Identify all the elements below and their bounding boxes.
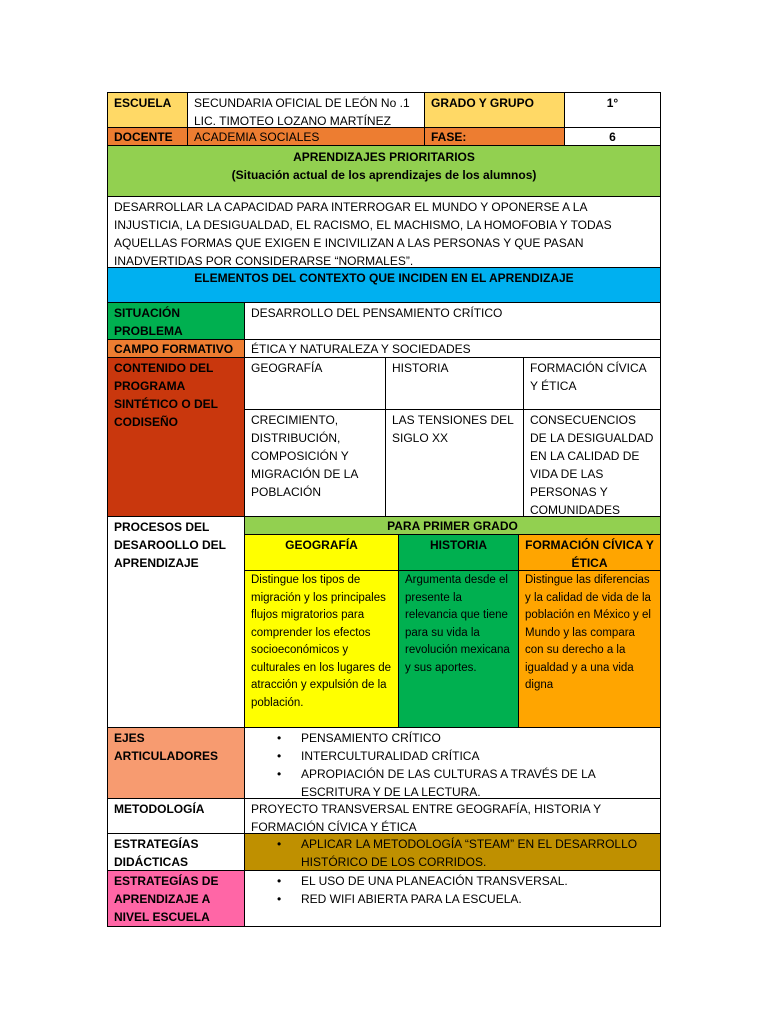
- docente-label: DOCENTE: [107, 127, 188, 146]
- aprendizajes-title: APRENDIZAJES PRIORITARIOS: [293, 150, 475, 164]
- escuela-label: ESCUELA: [107, 92, 188, 128]
- escuela-value: [187, 92, 425, 128]
- procesos-text-geografia: Distingue los tipos de migración y los principales flujos migratorios para comprender los efectos socioeconómicos y culturales en los lugares de atracción y expulsión de la población.: [244, 570, 399, 728]
- procesos-grade-header: PARA PRIMER GRADO: [244, 516, 661, 535]
- estrategias-escuela-list: [244, 870, 661, 927]
- ejes-item: • INTERCULTURALIDAD CRÍTICA: [301, 747, 654, 765]
- situacion-value: DESARROLLO DEL PENSAMIENTO CRÍTICO: [244, 302, 661, 340]
- contenido-subject-geografia: GEOGRAFÍA: [244, 357, 386, 410]
- procesos-text-historia: Argumenta desde el presente la relevancia que tiene para su vida la revolución mexicana y sus aportes.: [398, 570, 519, 728]
- fase-value: 6: [564, 127, 661, 146]
- ejes-list: [244, 727, 661, 799]
- aprendizajes-text: DESARROLLAR LA CAPACIDAD PARA INTERROGAR EL MUNDO Y OPONERSE A LA INJUSTICIA, LA DESIGUALDAD, EL RACISMO, EL MACHISMO, LA HOMOFOBIA Y TODAS AQUELLAS FORMAS QUE EXIGEN E INCIVILIZAN A LAS PERSONAS Y QUE PASAN INADVERTIDAS POR CONSIDERARSE “NORMALES”.: [107, 196, 661, 268]
- procesos-subject-historia: HISTORIA: [398, 534, 519, 571]
- procesos-text-civica: Distingue las diferencias y la calidad de vida de la población en México y el Mundo y las compara con su derecho a la igualdad y a una vida digna: [518, 570, 661, 728]
- campo-label: CAMPO FORMATIVO: [107, 339, 245, 358]
- estrategias-item: • APLICAR LA METODOLOGÍA “STEAM” EN EL DESARROLLO HISTÓRICO DE LOS CORRIDOS.: [301, 835, 654, 871]
- estrategias-escuela-item: • EL USO DE UNA PLANEACIÓN TRANSVERSAL.: [301, 872, 654, 890]
- escuela-line-1: SECUNDARIA OFICIAL DE LEÓN No .1: [194, 96, 410, 110]
- situacion-label: SITUACIÓN PROBLEMA: [107, 302, 245, 340]
- procesos-label: PROCESOS DEL DESAROOLLO DEL APRENDIZAJE: [107, 516, 245, 728]
- aprendizajes-header: [107, 145, 661, 197]
- grado-label: GRADO Y GRUPO: [424, 92, 565, 128]
- contenido-topic-geografia: CRECIMIENTO, DISTRIBUCIÓN, COMPOSICIÓN Y MIGRACIÓN DE LA POBLACIÓN: [244, 409, 386, 517]
- campo-value: ÉTICA Y NATURALEZA Y SOCIEDADES: [244, 339, 661, 358]
- contenido-subject-historia: HISTORIA: [385, 357, 524, 410]
- metodologia-label: METODOLOGÍA: [107, 798, 245, 834]
- estrategias-escuela-item: • RED WIFI ABIERTA PARA LA ESCUELA.: [301, 890, 654, 908]
- contenido-label: CONTENIDO DEL PROGRAMA SINTÉTICO O DEL CODISEÑO: [107, 357, 245, 517]
- ejes-item: • PENSAMIENTO CRÍTICO: [301, 729, 654, 747]
- ejes-label: EJES ARTICULADORES: [107, 727, 245, 799]
- docente-value: ACADEMIA SOCIALES: [187, 127, 425, 146]
- ejes-item: • APROPIACIÓN DE LAS CULTURAS A TRAVÉS DE LA ESCRITURA Y DE LA LECTURA.: [301, 765, 654, 799]
- procesos-subject-civica: FORMACIÓN CÍVICA Y ÉTICA: [518, 534, 661, 571]
- aprendizajes-subtitle: (Situación actual de los aprendizajes de los alumnos): [231, 168, 537, 182]
- grado-value: 1°: [564, 92, 661, 128]
- estrategias-escuela-label: ESTRATEGÍAS DE APRENDIZAJE A NIVEL ESCUELA: [107, 870, 245, 927]
- metodologia-value: PROYECTO TRANSVERSAL ENTRE GEOGRAFÍA, HISTORIA Y FORMACIÓN CÍVICA Y ÉTICA: [244, 798, 661, 834]
- contenido-topic-civica: CONSECUENCIOS DE LA DESIGUALDAD EN LA CALIDAD DE VIDA DE LAS PERSONAS Y COMUNIDADES: [523, 409, 661, 517]
- estrategias-label: ESTRATEGÍAS DIDÁCTICAS: [107, 833, 245, 871]
- contenido-topic-historia: LAS TENSIONES DEL SIGLO XX: [385, 409, 524, 517]
- contenido-subject-civica: FORMACIÓN CÍVICA Y ÉTICA: [523, 357, 661, 410]
- procesos-subject-geografia: GEOGRAFÍA: [244, 534, 399, 571]
- escuela-line-2: LIC. TIMOTEO LOZANO MARTÍNEZ: [194, 114, 391, 128]
- fase-label: FASE:: [424, 127, 565, 146]
- elementos-header: ELEMENTOS DEL CONTEXTO QUE INCIDEN EN EL APRENDIZAJE: [107, 267, 661, 303]
- estrategias-list: [244, 833, 661, 871]
